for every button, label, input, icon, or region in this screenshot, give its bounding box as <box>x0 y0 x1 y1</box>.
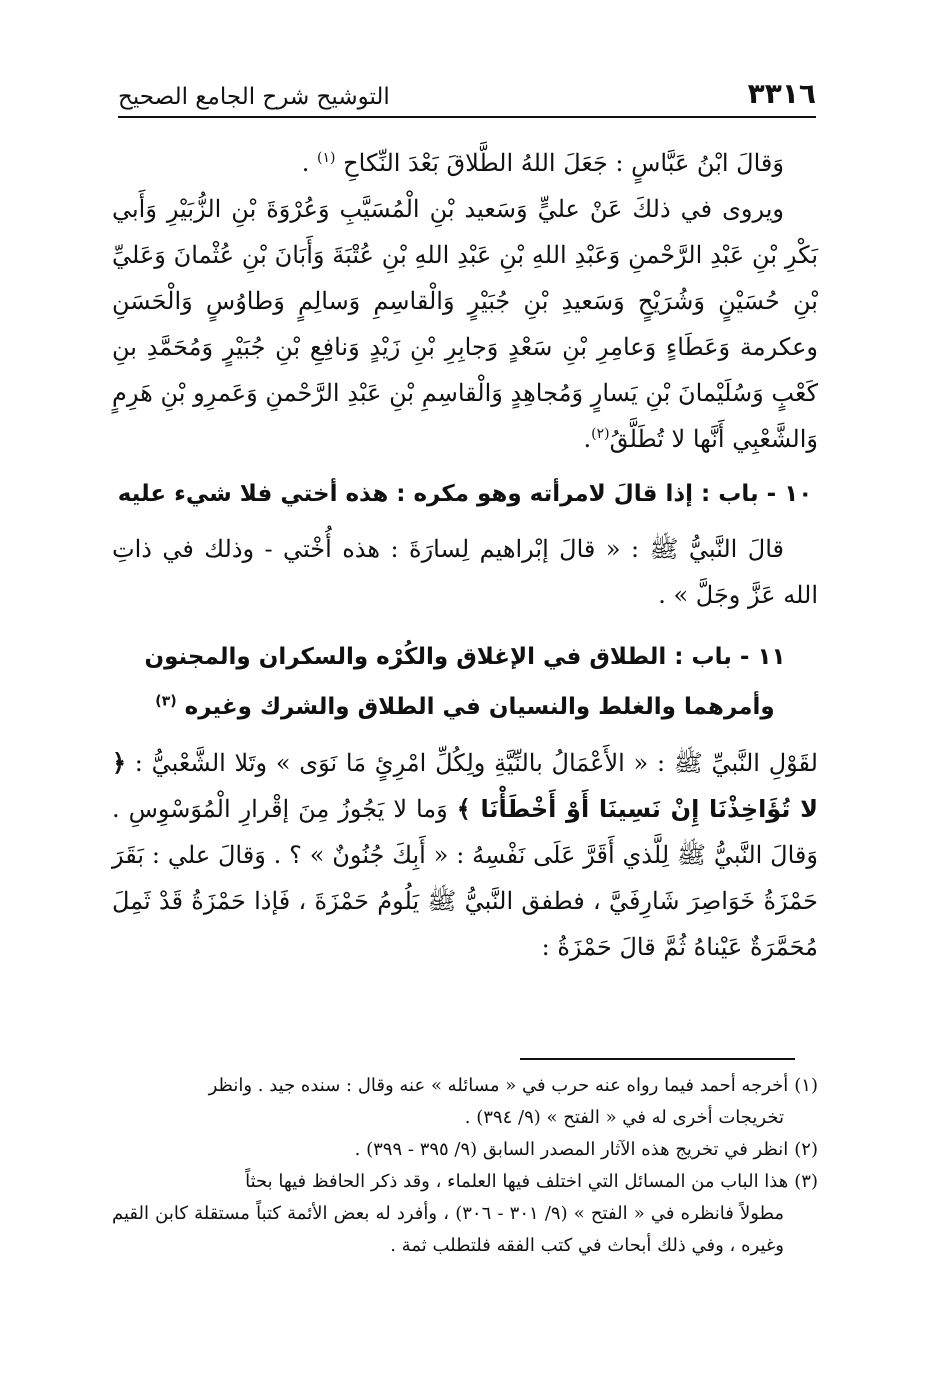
book-title: التوشيح شرح الجامع الصحيح <box>118 84 390 110</box>
footnote-number: (٣) <box>794 1171 818 1192</box>
paragraph-text: وَقالَ ابْنُ عَبَّاسٍ : جَعَلَ اللهُ الطَّلاقَ بَعْدَ النِّكاحِ <box>343 149 784 177</box>
footnote-marker-3: (٣) <box>155 693 177 710</box>
footnote-text: انظر في تخريج هذه الآثار المصدر السابق (٩/ ٣٩٥ - ٣٩٩) . <box>354 1139 789 1160</box>
paragraph-end: . <box>583 425 592 453</box>
footnote-continuation: تخريجات أخرى له في « الفتح » (٩/ ٣٩٤) . <box>464 1107 784 1128</box>
paragraph-text: ويروى في ذلكَ عَنْ عليٍّ وَسَعيد بْنِ الْمُسَيَّبِ وَعُرْوَةَ بْنِ الزُّبَيْرِ وَأَبي بَكْرِ بْنِ عَبْدِ الرَّحْمنِ وَعَبْدِ اللهِ بْنِ عَبْدِ اللهِ بْنِ عُتْبَةَ وَأَبَانَ بْنِ عُثْمانَ وَعَليِّ بْنِ حُسَيْنٍ وَشُرَيْحٍ وَسَعيدِ بْنِ جُبَيْرٍ وَالْقاسِمِ وَسالِمٍ وَطاوُسٍ وَالْحَسَنِ وعكرمة وَعَطَاءٍ وَعامِرِ بْنِ سَعْدٍ وَجابِرِ بْنِ زَيْدٍ وَنافِعِ بْنِ جُبَيْرٍ وَمُحَمَّدِ بنِ كَعْبٍ وَسُلَيْمانَ بْنِ يَسارٍ وَمُجاهِدٍ وَالْقاسِمِ بْنِ عَبْدِ الرَّحْمنِ وَعَمرِو بْنِ هَرِمٍ وَالشَّعْبِي أَنَّها لا تُطَلَّقُ <box>112 195 819 453</box>
footnote-divider <box>520 1058 795 1060</box>
paragraph-narrators <box>112 186 818 462</box>
footnote-marker-2: (٢) <box>591 426 610 442</box>
footnotes <box>112 1070 818 1262</box>
paragraph-ibn-abbas <box>112 140 818 186</box>
quran-verse: ﴿ لا تُؤَاخِذْنَا إِنْ نَسِينَا أَوْ أَخْطَأْنَا ﴾ <box>112 749 818 823</box>
footnote-3 <box>112 1166 818 1262</box>
running-header <box>118 78 816 118</box>
paragraph-intention <box>112 740 818 970</box>
footnote-continuation: مطولاً فانظره في « الفتح » (٩/ ٣٠١ - ٣٠٦) ، وأفرد له بعض الأئمة كتباً مستقلة كابن القيم وغيره ، وفي ذلك أبحاث في كتب الفقه فلتطلب ثمة . <box>112 1203 785 1256</box>
chapter-heading-10: ١٠ - باب : إذا قالَ لامرأته وهو مكره : هذه أختي فلا شيء عليه <box>117 481 813 507</box>
paragraph-text-after-quran: وَما لا يَجُوزُ مِنَ إقْرارِ الْمُوَسْوِسِ . وَقالَ النَّبيُّ ﷺ لِلَّذي أَقَرَّ عَلَى نَفْسِهُ : « أَبِكَ جُنُونٌ » ؟ . وَقالَ علي : بَقَرَ حَمْزَةُ خَوَاصِرَ شَارِفَيَّ ، فطفق النَّبيُّ ﷺ يَلُومُ حَمْزَةَ ، فَإذا حَمْزَةُ قَدْ ثَمِلَ مُحَمَّرَةٌ عَيْناهُ ثُمَّ قالَ حَمْزَةُ : <box>112 795 818 961</box>
paragraph-end: . <box>301 149 318 177</box>
footnote-marker-1: (١) <box>317 150 336 166</box>
paragraph-ibrahim-sarah: قالَ النَّبيُّ ﷺ : « قالَ إبْراهيم لِسارَةَ : هذه أُخْتي - وذلك في ذاتِ الله عَزَّ وجَلَّ » . <box>112 535 818 609</box>
page-number: ٣٣١٦ <box>747 77 816 110</box>
footnote-2 <box>112 1134 818 1166</box>
footnote-text: أخرجه أحمد فيما رواه عنه حرب في « مسائله » عنه وقال : سنده جيد . وانظر <box>208 1075 789 1096</box>
chapter-heading-11 <box>112 632 818 732</box>
heading-line-2: وأمرهما والغلط والنسيان في الطلاق والشرك وغيره <box>184 694 775 720</box>
heading-line-1: ١١ - باب : الطلاق في الإغلاق والكُرْه والسكران والمجنون <box>144 644 786 670</box>
footnote-number: (٢) <box>794 1139 818 1160</box>
main-text <box>112 140 818 970</box>
paragraph-text-before-quran: لقَوْلِ النَّبيِّ ﷺ : « الأَعْمَالُ بالنِّيَّةِ ولِكُلِّ امْرِئٍ مَا نَوَى » وتَلا الشَّعْبيُّ : <box>134 749 818 777</box>
footnote-1 <box>112 1070 818 1134</box>
footnote-text: هذا الباب من المسائل التي اختلف فيها العلماء ، وقد ذكر الحافظ فيها بحثاً <box>245 1171 789 1192</box>
footnote-number: (١) <box>794 1075 818 1096</box>
